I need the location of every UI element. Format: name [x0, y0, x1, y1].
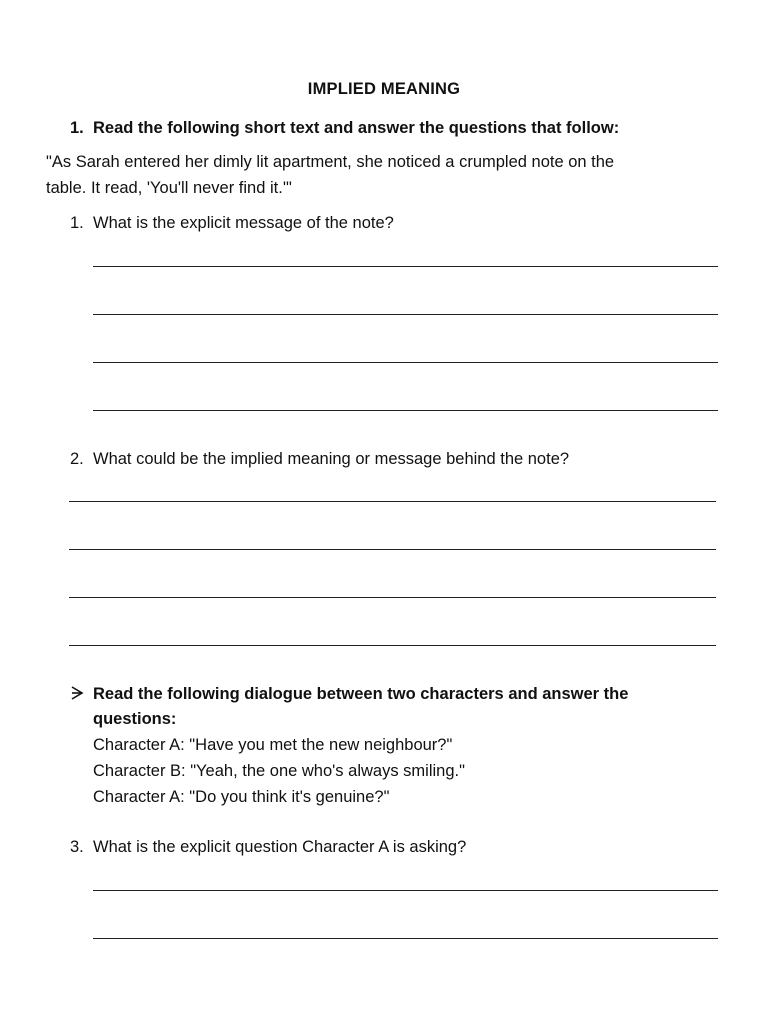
question-number: 1.: [70, 214, 84, 232]
question-number: 2.: [70, 450, 84, 468]
answer-line[interactable]: [93, 362, 718, 363]
answer-line[interactable]: [93, 410, 718, 411]
answer-line[interactable]: [69, 597, 716, 598]
section-number: 1.: [70, 119, 84, 137]
dialogue-line: Character A: "Have you met the new neighbour?": [93, 736, 453, 754]
section-instruction: Read the following dialogue between two characters and answer the: [93, 685, 629, 703]
arrow-right-icon: [70, 686, 84, 700]
answer-line[interactable]: [69, 549, 716, 550]
question-text: What is the explicit question Character A is asking?: [93, 838, 467, 856]
question-text: What could be the implied meaning or message behind the note?: [93, 450, 570, 468]
answer-line[interactable]: [93, 938, 718, 939]
question-text: What is the explicit message of the note?: [93, 214, 394, 232]
page-title: IMPLIED MEANING: [307, 80, 461, 98]
dialogue-line: Character A: "Do you think it's genuine?": [93, 788, 390, 806]
question-number: 3.: [70, 838, 84, 856]
section-instruction: questions:: [93, 710, 177, 728]
answer-line[interactable]: [69, 645, 716, 646]
dialogue-line: Character B: "Yeah, the one who's always smiling.": [93, 762, 465, 780]
answer-line[interactable]: [93, 266, 718, 267]
passage-line: "As Sarah entered her dimly lit apartment, she noticed a crumpled note on the: [46, 153, 615, 171]
section-instruction: Read the following short text and answer the questions that follow:: [93, 119, 620, 137]
answer-line[interactable]: [93, 890, 718, 891]
answer-line[interactable]: [69, 501, 716, 502]
passage-line: table. It read, 'You'll never find it.'": [46, 179, 292, 197]
answer-line[interactable]: [93, 314, 718, 315]
